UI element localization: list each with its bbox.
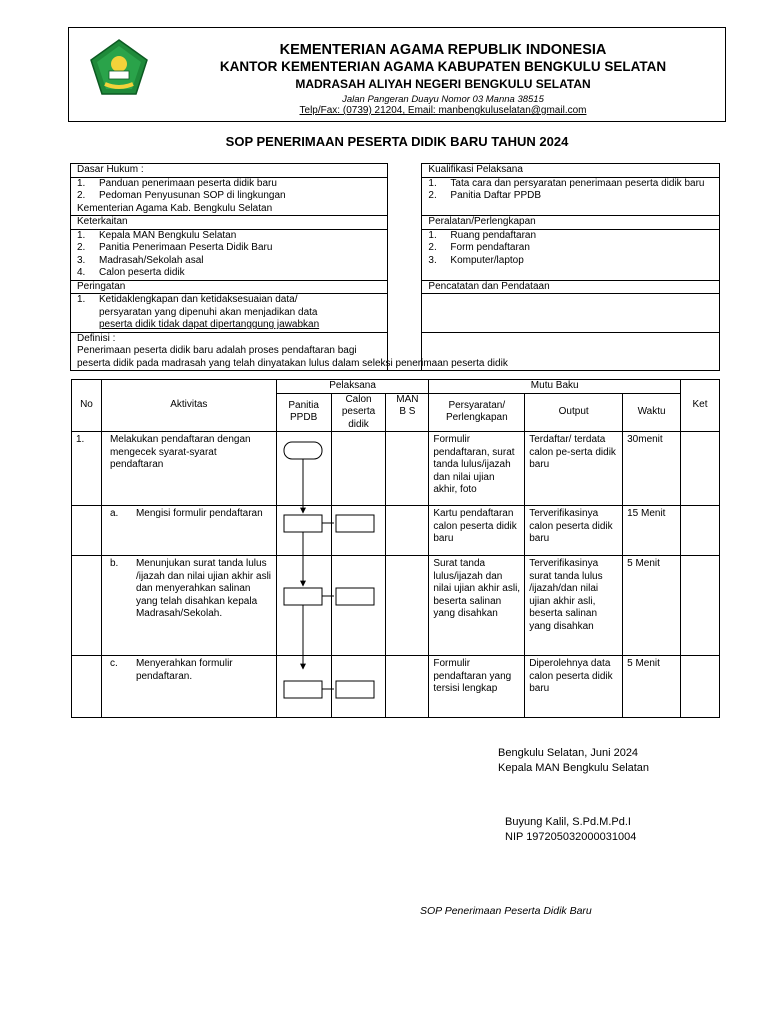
signature-nip: NIP 197205032000031004	[505, 831, 637, 843]
pencatatan-label: Pencatatan dan Pendataan	[422, 280, 720, 294]
flow-process-c	[284, 681, 322, 698]
list-item: 3. Komputer/laptop	[428, 254, 524, 266]
col-no: No	[72, 380, 102, 432]
col-waktu: Waktu	[623, 393, 681, 432]
flow-process-a-calon	[336, 515, 374, 532]
dasar-hukum-label: Dasar Hukum :	[77, 164, 144, 175]
school-name: MADRASAH ALIYAH NEGERI BENGKULU SELATAN	[295, 77, 591, 91]
peralatan-label: Peralatan/Perlengkapan	[422, 216, 720, 230]
col-ket: Ket	[681, 380, 720, 432]
school-contact: Telp/Fax: (0739) 21204, Email: manbengkuluselatan@gmail.com	[299, 105, 587, 116]
col-aktivitas: Aktivitas	[101, 380, 276, 432]
table-row: a. Mengisi formulir pendaftaran Kartu pendaftaran calon peserta didik baru Terverifikasinya calon peserta didik baru 15 Menit	[72, 506, 720, 556]
list-item: 2. Panitia Penerimaan Peserta Didik Baru	[77, 242, 273, 253]
list-item: 1. Panduan penerimaan peserta didik baru	[77, 177, 277, 189]
office-name: KANTOR KEMENTERIAN AGAMA KABUPATEN BENGKULU SELATAN	[219, 59, 667, 74]
flow-process-b	[284, 588, 322, 605]
list-item: 1. Ruang pendaftaran	[428, 229, 537, 241]
table-row: c. Menyerahkan formulir pendaftaran. Formulir pendaftaran yang tersisi lengkap Diperolehnya data calon peserta didik baru 5 Menit	[72, 656, 720, 718]
definisi-line-1: Penerimaan peserta didik baru adalah proses pendaftaran bagi	[77, 345, 357, 356]
list-item: 2. Pedoman Penyusunan SOP di lingkungan	[77, 190, 286, 201]
list-item: 1. Kepala MAN Bengkulu Selatan	[77, 229, 237, 241]
signature-place-date: Bengkulu Selatan, Juni 2024	[498, 747, 639, 759]
col-mutu-baku: Mutu Baku	[429, 380, 681, 394]
dasar-hukum-continuation: Kementerian Agama Kab. Bengkulu Selatan	[77, 202, 273, 214]
keterkaitan-label: Keterkaitan	[71, 216, 388, 230]
col-calon: Calon peserta didik	[331, 393, 386, 432]
peringatan-item: 1. Ketidaklengkapan dan ketidaksesuaian data/ persyaratan yang dipenuhi akan menjadikan data peserta didik tidak dapat dipertanggung jawabkan	[77, 294, 320, 330]
list-item: 4. Calon peserta didik	[77, 267, 185, 278]
definisi-label: Definisi :	[77, 332, 116, 344]
school-address: Jalan Pangeran Duayu Nomor 03 Manna 38515	[342, 94, 544, 105]
signature-position: Kepala MAN Bengkulu Selatan	[498, 762, 650, 774]
flow-start-terminator	[284, 442, 322, 459]
flow-process-a	[284, 515, 322, 532]
flow-process-b-calon	[336, 588, 374, 605]
col-output: Output	[525, 393, 623, 432]
peringatan-label: Peringatan	[71, 280, 388, 294]
list-item: 2. Panitia Daftar PPDB	[428, 190, 542, 201]
flow-process-c-calon	[336, 681, 374, 698]
signature-name: Buyung Kalil, S.Pd.M.Pd.I	[505, 816, 631, 828]
ministry-name: KEMENTERIAN AGAMA REPUBLIK INDONESIA	[279, 42, 607, 58]
kualifikasi-label: Kualifikasi Pelaksana	[422, 164, 720, 178]
col-panitia: Panitia PPDB	[276, 393, 331, 432]
list-item: 1. Tata cara dan persyaratan penerimaan peserta didik baru	[428, 177, 705, 189]
table-row: 1. Melakukan pendaftaran dengan mengecek syarat-syarat pendaftaran Formulir pendaftaran, surat tanda lulus/ijazah dan nilai ujian akhir, foto Terdaftar/ terdata calon pe-serta didik baru 30menit	[72, 432, 720, 506]
col-pelaksana: Pelaksana	[276, 380, 429, 394]
list-item: 3. Madrasah/Sekolah asal	[77, 254, 204, 266]
definisi-line-2: peserta didik pada madrasah yang telah dinyatakan lulus dalam seleksi penerimaan peserta didik	[77, 357, 508, 369]
table-row: b. Menunjukan surat tanda lulus /ijazah dan nilai ujian akhir asli dan menyerahkan salinan yang telah disahkan kepala Madrasah/Sekolah. Surat tanda lulus/ijazah dan nilai ujian akhir asli, beserta salinan yang disahkan Terverifikasinya surat tanda lulus /ijazah/dan nilai ujian akhir asli, beserta salinan yang disahkan 5 Menit	[72, 556, 720, 656]
col-persyaratan: Persyaratan/ Perlengkapan	[429, 393, 525, 432]
document-title: SOP PENERIMAAN PESERTA DIDIK BARU TAHUN 2024	[225, 134, 569, 149]
col-man: MAN B S	[386, 393, 429, 432]
list-item: 2. Form pendaftaran	[428, 242, 530, 253]
footer-text: SOP Penerimaan Peserta Didik Baru	[420, 905, 592, 917]
